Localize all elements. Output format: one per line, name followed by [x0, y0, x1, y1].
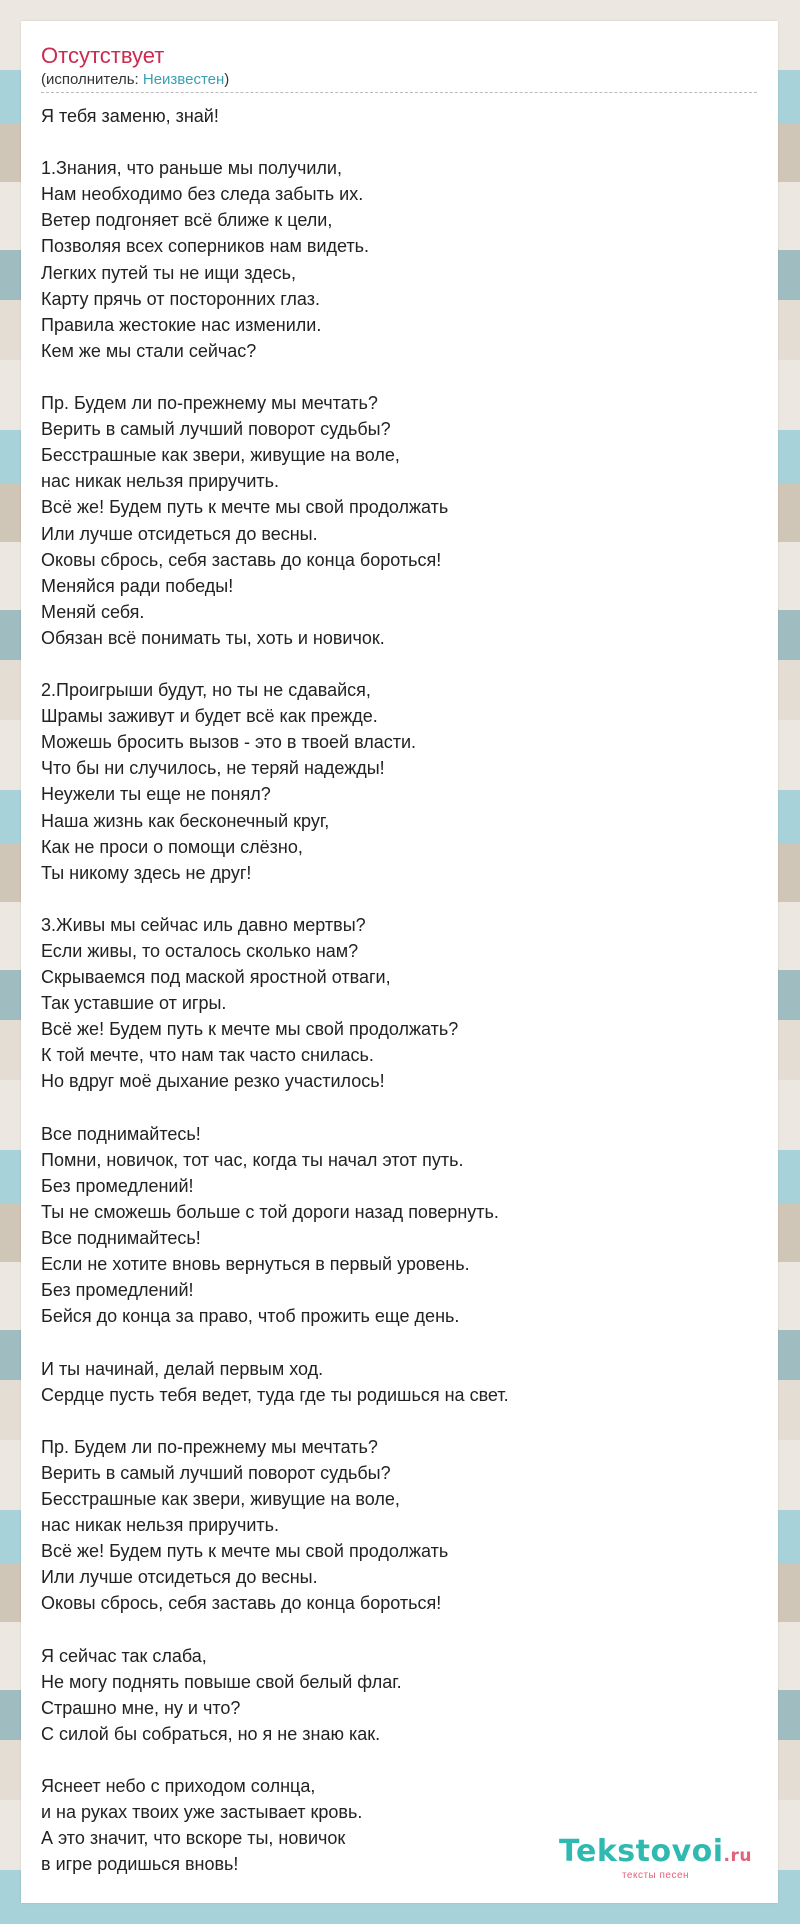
- lyrics-card: [21, 21, 778, 1903]
- lyric-line: Нам необходимо без следа забыть их.: [41, 184, 364, 205]
- lyric-line: Ты не сможешь больше с той дороги назад повернуть.: [41, 1201, 499, 1222]
- lyric-line: Всё же! Будем путь к мечте мы свой продолжать: [41, 1541, 449, 1562]
- logo-domain: .ru: [723, 1846, 752, 1866]
- lyric-line: Верить в самый лучший поворот судьбы?: [41, 419, 391, 440]
- lyric-line: Всё же! Будем путь к мечте мы свой продолжать?: [41, 1019, 459, 1040]
- lyric-line: Оковы сбрось, себя заставь до конца бороться!: [41, 549, 442, 570]
- lyric-line: Сердце пусть тебя ведет, туда где ты родишься на свет.: [41, 1384, 509, 1405]
- lyric-line: Я сейчас так слаба,: [41, 1645, 207, 1666]
- lyric-line: Меняй себя.: [41, 601, 145, 622]
- header-divider: [41, 92, 757, 93]
- lyric-line: Карту прячь от посторонних глаз.: [41, 288, 320, 309]
- lyric-line: Пр. Будем ли по-прежнему мы мечтать?: [41, 1436, 378, 1457]
- lyric-line: Как не проси о помощи слёзно,: [41, 836, 303, 857]
- lyric-line: Так уставшие от игры.: [41, 993, 227, 1014]
- lyric-line: Или лучше отсидеться до весны.: [41, 523, 318, 544]
- lyric-line: Страшно мне, ну и что?: [41, 1697, 241, 1718]
- lyric-line: Всё же! Будем путь к мечте мы свой продолжать: [41, 497, 449, 518]
- lyric-line: Яснеет небо с приходом солнца,: [41, 1776, 316, 1796]
- lyric-line: Если не хотите вновь вернуться в первый уровень.: [41, 1254, 470, 1275]
- lyric-line: в игре родишься вновь!: [41, 1854, 239, 1875]
- lyric-line: Без промедлений!: [41, 1175, 194, 1196]
- lyric-line: А это значит, что вскоре ты, новичок: [41, 1828, 346, 1849]
- artist-line: [41, 71, 229, 89]
- lyric-line: И ты начинай, делай первым ход.: [41, 1358, 324, 1379]
- lyric-line: Без промедлений!: [41, 1280, 194, 1301]
- artist-suffix: ): [224, 71, 230, 88]
- lyric-line: [41, 129, 757, 155]
- lyric-line: [41, 1616, 757, 1642]
- lyric-line: Шрамы заживут и будет всё как прежде.: [41, 706, 378, 727]
- lyric-line: Наша жизнь как бесконечный круг,: [41, 810, 330, 831]
- lyric-line: 1.Знания, что раньше мы получили,: [41, 158, 342, 179]
- lyric-line: Бейся до конца за право, чтоб прожить еще день.: [41, 1306, 460, 1327]
- logo-tagline: тексты песен: [621, 1870, 690, 1881]
- artist-prefix: (исполнитель:: [41, 71, 143, 88]
- lyric-line: нас никак нельзя приручить.: [41, 471, 280, 492]
- logo-wordmark: [559, 1836, 752, 1872]
- lyric-line: Кем же мы стали сейчас?: [41, 340, 257, 361]
- lyric-line: С силой бы собраться, но я не знаю как.: [41, 1723, 381, 1744]
- lyric-line: Я тебя заменю, знай!: [41, 106, 219, 126]
- lyric-line: 3.Живы мы сейчас иль давно мертвы?: [41, 914, 366, 935]
- lyric-line: Что бы ни случилось, не теряй надежды!: [41, 758, 385, 779]
- lyric-line: Верить в самый лучший поворот судьбы?: [41, 1462, 391, 1483]
- lyric-line: [41, 1408, 757, 1434]
- lyric-line: Правила жестокие нас изменили.: [41, 314, 322, 335]
- lyric-line: Не могу поднять повыше свой белый флаг.: [41, 1671, 402, 1692]
- lyric-line: [41, 1329, 757, 1355]
- lyric-line: [41, 364, 757, 390]
- lyric-line: Бесстрашные как звери, живущие на воле,: [41, 445, 400, 466]
- lyrics-text: [41, 103, 757, 1877]
- logo-name: Tekstovoi: [559, 1834, 724, 1869]
- lyric-line: Если живы, то осталось сколько нам?: [41, 941, 359, 961]
- artist-link[interactable]: Неизвестен: [142, 71, 225, 88]
- lyric-line: Ветер подгоняет всё ближе к цели,: [41, 210, 333, 231]
- lyric-line: Все поднимайтесь!: [41, 1228, 201, 1249]
- site-logo[interactable]: [559, 1836, 752, 1881]
- lyric-line: [41, 651, 757, 677]
- lyric-line: Легких путей ты не ищи здесь,: [41, 262, 296, 283]
- lyric-line: нас никак нельзя приручить.: [41, 1515, 280, 1536]
- lyric-line: Ты никому здесь не друг!: [41, 862, 252, 883]
- lyric-line: Скрываемся под маской яростной отваги,: [41, 967, 391, 988]
- lyric-line: [41, 886, 757, 912]
- lyric-line: Помни, новичок, тот час, когда ты начал этот путь.: [41, 1149, 464, 1170]
- lyric-line: [41, 1747, 757, 1773]
- lyric-line: 2.Проигрыши будут, но ты не сдавайся,: [41, 680, 371, 701]
- lyric-line: Можешь бросить вызов - это в твоей власти.: [41, 732, 417, 753]
- lyric-line: Пр. Будем ли по-прежнему мы мечтать?: [41, 393, 378, 414]
- lyric-line: и на руках твоих уже застывает кровь.: [41, 1802, 363, 1823]
- lyric-line: Обязан всё понимать ты, хоть и новичок.: [41, 627, 385, 648]
- lyric-line: Бесстрашные как звери, живущие на воле,: [41, 1488, 400, 1509]
- lyric-line: Все поднимайтесь!: [41, 1123, 201, 1144]
- lyric-line: Но вдруг моё дыхание резко участилось!: [41, 1071, 385, 1092]
- lyric-line: Позволяя всех соперников нам видеть.: [41, 236, 370, 257]
- lyric-line: Или лучше отсидеться до весны.: [41, 1567, 318, 1588]
- lyric-line: [41, 1095, 757, 1121]
- song-title: Отсутствует: [41, 43, 165, 68]
- lyric-line: Оковы сбрось, себя заставь до конца бороться!: [41, 1593, 442, 1614]
- lyric-line: К той мечте, что нам так часто снилась.: [41, 1045, 374, 1066]
- lyric-line: Неужели ты еще не понял?: [41, 784, 271, 805]
- lyric-line: Меняйся ради победы!: [41, 575, 234, 596]
